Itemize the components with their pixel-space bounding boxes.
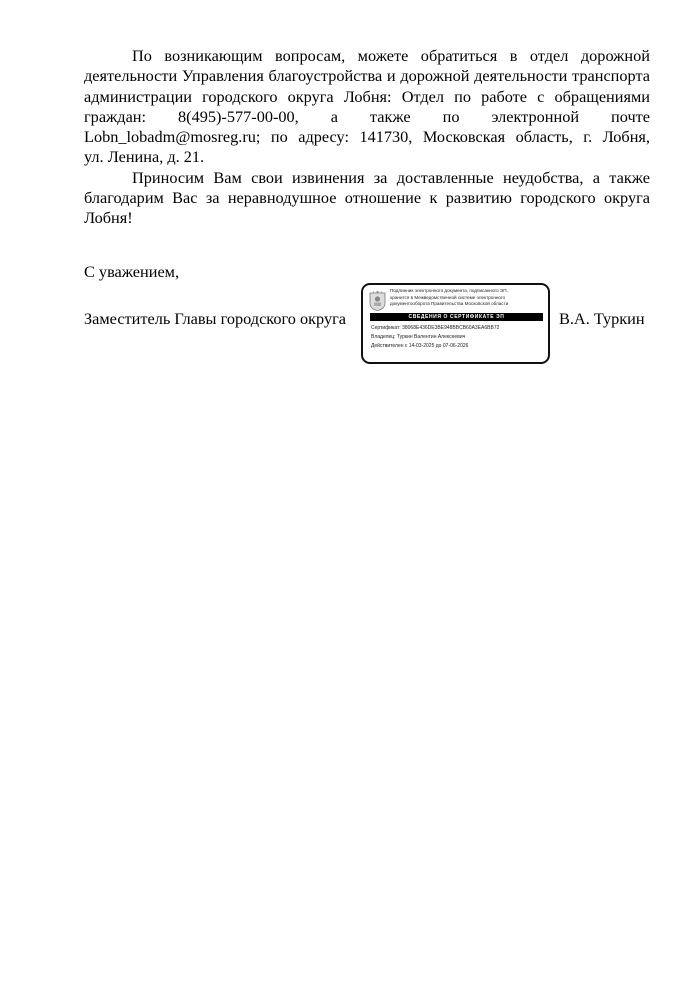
paragraph-apology <box>84 168 650 229</box>
text-line: граждан: 8(495)-577-00-00, а также по электронной почте <box>84 106 650 126</box>
coat-of-arms-icon <box>369 290 386 311</box>
text-line: Лобня! <box>84 208 133 228</box>
stamp-title-bar: СВЕДЕНИЯ О СЕРТИФИКАТЕ ЭП <box>370 313 543 321</box>
text-line: Приносим Вам свои извинения за доставленные неудобства, а также <box>132 167 650 187</box>
text-line: благодарим Вас за неравнодушное отношение к развитию городского округа <box>84 188 650 208</box>
certificate-number: Сертификат: 38068E436DE3BE948BBCB60A3EA6BB72 <box>371 325 500 331</box>
paragraph-contacts <box>84 46 650 168</box>
certificate-validity: Действителен с 14-03-2025 до 07-06-2026 <box>371 343 469 349</box>
stamp-header-line: хранится в Межведомственной системе электронного <box>390 294 506 300</box>
text-line: ул. Ленина, д. 21. <box>84 147 205 167</box>
text-line: По возникающим вопросам, можете обратиться в отдел дорожной <box>132 46 650 65</box>
signer-name: В.А. Туркин <box>559 309 645 328</box>
stamp-details <box>371 324 546 351</box>
electronic-signature-stamp <box>361 283 550 364</box>
text-line: деятельности Управления благоустройства и дорожной деятельности транспорта <box>84 66 650 86</box>
signer-title: Заместитель Главы городского округа <box>84 309 347 328</box>
stamp-header <box>390 288 548 308</box>
stamp-header-line: документооборота Правительства Московской области <box>390 301 509 307</box>
certificate-owner: Владелец: Туркин Валентин Алексеевич <box>371 334 466 340</box>
letter-body <box>84 46 650 229</box>
text-line: администрации городского округа Лобня: Отдел по работе с обращениями <box>84 86 650 106</box>
stamp-header-line: Подлинник электронного документа, подписанного ЭП, <box>390 288 508 293</box>
text-line: Lobn_lobadm@mosreg.ru; по адресу: 141730, Московская область, г. Лобня, <box>84 127 650 147</box>
closing-salutation: С уважением, <box>84 262 180 281</box>
